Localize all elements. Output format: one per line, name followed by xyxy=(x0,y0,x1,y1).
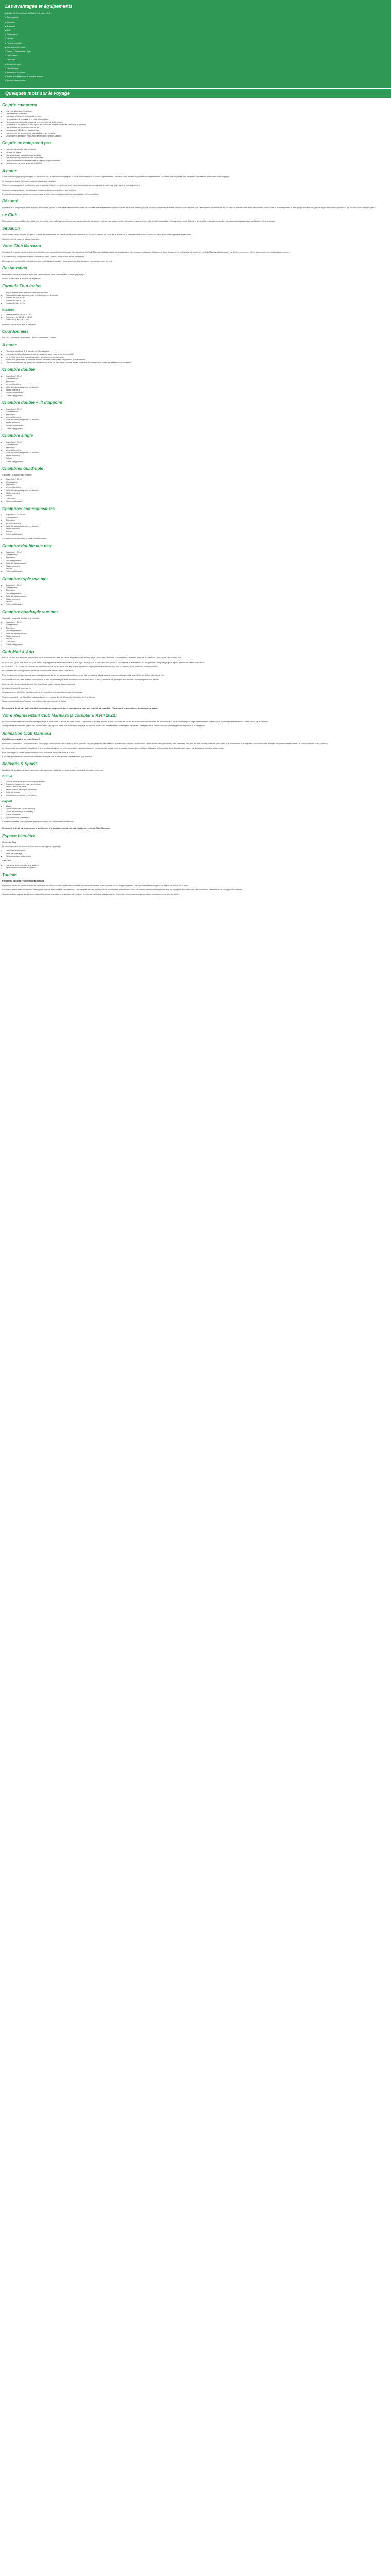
animation-paragraph: Pour prolonger la soirée, la discothèque vous accueille jusque tard dans la nuit ! xyxy=(2,751,75,754)
amenity-item: ◆ Wifi xyxy=(5,28,386,32)
list-item: • Balcon ou terrasse xyxy=(6,424,389,427)
list-item: • Les soins sont réservés aux adultes xyxy=(6,863,389,866)
list-item: • Balcon xyxy=(6,530,389,533)
list-item: • Spa, hammam, massages xyxy=(6,816,389,819)
list-item: • Sèche-cheveux xyxy=(6,454,389,457)
list-item: • Climatisation xyxy=(6,481,389,483)
list-item: • Déjeuner : de 12h30 à 14h30 xyxy=(6,316,389,318)
list-item: • Réservation conseillée sur place xyxy=(6,866,389,869)
sports-heading: Activités & Sports xyxy=(2,761,38,767)
notice-paragraph: Le bagage en soute est réglementé et à la charge du client. xyxy=(2,179,57,182)
list-item: • Sèche-cheveux xyxy=(6,635,389,637)
list-item: • Coffre-fort (payant) xyxy=(6,427,389,430)
list-item: • Mini-réfrigérateur xyxy=(6,449,389,451)
list-item: • Mini-réfrigérateur xyxy=(6,629,389,632)
list-item: • Salle de bains (baignoire ou douche) xyxy=(6,524,389,527)
list-item: • Sèche-cheveux xyxy=(6,492,389,494)
list-item: • Mini-réfrigérateur xyxy=(6,383,389,385)
list-item: • Coffre-fort (payant) xyxy=(6,460,389,463)
list-item: • Salle de bains (baignoire ou douche) xyxy=(6,451,389,454)
list-item: • Salle de fitness xyxy=(6,791,389,793)
price-includes-heading: Ce prix comprend xyxy=(2,102,38,107)
list-item: • Sports nautiques (selon saison) xyxy=(6,807,389,810)
list-item: • Balcon xyxy=(6,600,389,603)
club-marmara-heading: Votre Club Marmara xyxy=(2,244,41,249)
list-item: • Balcon ou terrasse xyxy=(6,391,389,394)
kids-club-heading: Club Mini & Ado xyxy=(2,649,34,654)
club-marmara-paragraph: Au cœur d'un grand jardin de palmiers, le club vous accueille dans un cadre très agréable. Ce Club Marmara est la parfaite destination pour des vacances réussies. Idéalement situé sur une très belle plage de sable fin. Le Club Marmara Hammamet est à 5 min du centre-ville et à proximité de nombreux commerces. xyxy=(2,251,290,254)
list-item: • Sèche-cheveux xyxy=(6,565,389,567)
list-item: • Les vols aller/retour indiqués xyxy=(6,110,389,112)
quick-title: Quelques mots sur le voyage xyxy=(5,90,70,96)
activities-program-note: Retrouvez le détail du programme d'activités et d'animations conçu par nos équipes avec votre Club Marmara. xyxy=(2,827,110,830)
hours-heading: Horaires xyxy=(2,308,15,312)
list-item: • Salle de bains (douche) xyxy=(6,632,389,635)
amenity-item: ◆ Tracteurs xyxy=(5,24,386,28)
sports-note: Certaines activités sont payantes et proposées par des prestataires extérieurs. xyxy=(2,820,74,823)
list-item: • Le service d'animation en journée et en soirée (selon saison) xyxy=(6,134,389,137)
price-excludes-list xyxy=(2,148,389,164)
room-features xyxy=(2,621,389,646)
list-item: • Quad, équitation (à proximité) xyxy=(6,810,389,813)
country-paragraph: Nos conseillers voyage sont à votre disposition pour vous aider à organiser votre séjour et répondre à toutes vos questions. Pour toute information complémentaire, contactez notre service client. xyxy=(2,892,180,895)
list-item: • Climatisation xyxy=(6,553,389,556)
list-item: • Coin salon xyxy=(6,497,389,500)
sports-free-list xyxy=(2,780,389,796)
animation-paragraph: Retrouvez l'Animation Club Marmara et son équipe francophone : tout au long de la journée, l'équipe propose des activités sportives et ludiques, des tournois, et en soirée des spectacles, des cabarets, des jeux et des soirées à thème. Pour ceux qui recherchent la tranquillité, l'ensemble des activités proposées est facultatif : à vous de choisir votre rythme ! xyxy=(2,742,328,745)
list-item: • Climatisation xyxy=(6,516,389,519)
kids-club-paragraph: Réservez au club : Le Club Mini est gratuit pour les enfants de 4 à 10 ans, le Club Ado de 11 à 17 ans. xyxy=(2,695,96,698)
contact-heading: Coordonnées xyxy=(2,329,29,334)
list-item: • Coffre-fort (payant) xyxy=(6,500,389,502)
representative-paragraph: Vous pourrez le contacter grâce aux coordonnées qui figurent dans votre carnet de voyage ou en vous adressant directement à la réception de l'hôtel. Il est présent à l'hôtel selon un planning précis disponible à la réception. xyxy=(2,724,205,727)
list-item: • Dîner : de 19h00 à 21h30 xyxy=(6,318,389,321)
list-item: • Glaces de 14h à 17h xyxy=(6,299,389,302)
amenity-item: ◆ Accès aux personnes à mobilité réduite xyxy=(5,75,386,79)
rooms-note-list xyxy=(2,350,389,364)
list-item: • Climatisation xyxy=(6,586,389,589)
notice-paragraph: « Franchise bagage par passager » : Selon vol, sur le site de la compagnie, la carte vous indiquera le poids réglementaire. Avant de vous rendre au guichet d'enregistrement, n'oubliez pas de garder des étiquettes permettant d'identifier votre bagage. xyxy=(2,175,230,178)
spa-list xyxy=(2,849,389,857)
kids-club-paragraph: Nous vous conseillons d'inscrire vos enfants dès votre arrivée à l'hôtel. xyxy=(2,700,67,703)
list-item: • Superficie : 22 m² xyxy=(6,551,389,553)
list-item: • Les taxes d'aéroport et frais de service xyxy=(6,115,389,117)
list-item: • Coffre-fort (payant) xyxy=(6,603,389,605)
list-item: • Tennis, tennis de table xyxy=(6,785,389,788)
list-item: • Sèche-cheveux xyxy=(6,388,389,391)
list-item: • Superficie : 2 x 25 m² xyxy=(6,513,389,516)
list-item: • Le carburant de manière, à la date d'inscription xyxy=(6,118,389,121)
animation-heading: Animation Club Marmara xyxy=(2,731,51,736)
list-item: • Accès aux personnes à mobilité réduite : chambres adaptées disponibles sur demande xyxy=(6,358,389,361)
location-paragraph: Situé au sud de la Tunisie, à 8 km du centre de Hammamet, le Club Marmara est à environ 60 km de l'aéroport de Tunis et à 30 min de la célèbre médina de Sousse. Au cœur d'un cadre agréable et reposant. xyxy=(2,233,192,236)
list-item: • Climatisation xyxy=(6,410,389,413)
room-features xyxy=(2,513,389,535)
room-heading: Chambre double + lit d'appoint xyxy=(2,400,63,405)
kids-club-paragraph: Un programme d'activités est disponible à la réception. Les animations sont en français. xyxy=(2,691,83,694)
list-item: • Coffre-fort (payant) xyxy=(6,643,389,646)
list-item: • Coin salon xyxy=(6,640,389,643)
spa-heading: Espace bien-être xyxy=(2,833,36,838)
kids-club-paragraph: Les jeunes au club : Les enfants de moins de 4 ans ne peuvent pas être accueillis au club. Pour les 2-3 ans, possibilité de participer aux activités accompagnés d'un parent. xyxy=(2,678,159,681)
country-subtitle: Formalités pour les ressortissants français : xyxy=(2,879,46,883)
list-item: • La formule « Tout Inclus » (en repas, les boissons locales à volonté, snacking et goûter) xyxy=(6,123,389,126)
sports-intro: Nos lieux de sports et de loisirs vous attendent pour des activités en toute liberté, à volonté, encadrées ou non. xyxy=(2,769,104,772)
kids-club-paragraph: Les horaires des clubs peuvent varier en fonction des saisons et de l'affluence. xyxy=(2,669,74,672)
room-heading: Chambre quadruple vue mer xyxy=(2,609,58,614)
kids-club-paragraph: Le Club Mini (4-10 ans) Pour les plus petits, un programme d'activités adapté à leur âge, de 9h à 12h et de 15h à 18h, sous la surveillance d'animateurs. Au programme : maquillage, jeux, sport, chasse au trésor, mini-disco... xyxy=(2,660,206,664)
list-item: • Piscine extérieure avec bassin pour enfants xyxy=(6,780,389,783)
amenities-list xyxy=(5,11,386,83)
list-item: • Soins du visage et du corps xyxy=(6,855,389,857)
list-item: • Mini-réfrigérateur xyxy=(6,592,389,595)
list-item: • Sèche-cheveux xyxy=(6,421,389,424)
list-item: • Superficie : 22 m² xyxy=(6,408,389,410)
amenity-item: ◆ Piscine xyxy=(5,37,386,41)
list-item: • Balcon xyxy=(6,494,389,497)
room-heading: Chambre triple vue mer xyxy=(2,576,48,581)
list-item: • Balcon xyxy=(6,457,389,460)
list-item: • Télévision xyxy=(6,556,389,559)
list-item: • Les prestations non mentionnées et dépenses personnelles xyxy=(6,159,389,162)
list-item: • Les frais de visa (le cas échéant) xyxy=(6,148,389,150)
notice-paragraph: Pendant les vacances scolaires, proposé par la ville, nos professionnels sont susceptibles d'être modifiés. xyxy=(2,192,99,195)
room-heading: Chambres communicantes xyxy=(2,506,55,511)
amenity-item: ◆ Restaurant xyxy=(5,32,386,37)
kids-club-paragraph: Le Club Ado (11-17 ans) En période de vacances scolaires, les ados ont leur propre espace et un programme d'activités qui leur est dédié : sport, tournois, sorties, soirées... xyxy=(2,665,160,668)
restaurant-paragraph: Snack, 2 bars dont 1 au bord de la piscine xyxy=(2,277,41,280)
list-item: • Salle de bains (douche) xyxy=(6,595,389,597)
list-item: • Coffre-fort (payant) xyxy=(6,570,389,572)
sports-paid-heading: Payant xyxy=(2,800,12,803)
amenity-item: ◆ Terrain de sport xyxy=(5,62,386,66)
list-item: • Coffre-fort (payant) xyxy=(6,533,389,535)
list-item: • Les chambres sont équipées de climatisation, salle de bain avec douche, sèche-cheveux, TV, téléphone, coffre-fort et balcon ou terrasse xyxy=(6,361,389,364)
list-item: • Sèche-cheveux xyxy=(6,598,389,600)
list-item: • Superficie : 15 m² xyxy=(6,440,389,443)
list-item: • Superficie : 22 m² xyxy=(6,375,389,377)
list-item: • Superficie : 35 m² xyxy=(6,621,389,623)
country-paragraph: Passeport valide au moins 6 mois après la date de retour, ou carte nationale d'identité en cours de validité (dans le cadre d'un voyage organisé). Pas de visa nécessaire pour un séjour de moins de 3 mois. xyxy=(2,884,189,887)
list-item: • Salle de bains (baignoire ou douche) xyxy=(6,386,389,388)
list-item: • Salle de bains (baignoire ou douche) xyxy=(6,418,389,421)
list-item: • Billard xyxy=(6,805,389,807)
list-item: • La taxe de séjour xyxy=(6,151,389,154)
room-features xyxy=(2,440,389,463)
list-item: • Salle de bains (douche) xyxy=(6,562,389,564)
list-item: • L'hébergement selon la catégorie et le nombre de nuits choisis xyxy=(6,121,389,123)
amenity-item: ◆ Animation en soirée xyxy=(5,71,386,75)
club-marmara-paragraph: Il y a beaucoup d'espaces verts et d'activités à faire : visites, excursions, sports nautiques... xyxy=(2,255,86,258)
list-item: • Beach-volley, pétanque, fléchettes xyxy=(6,788,389,791)
notice-paragraph: Selon les compagnies, il peut arriver que le vol soit retardé, en général, nous vous demandons de bien vouloir le noter sur votre carte d'embarquement. xyxy=(2,184,140,187)
kids-club-paragraph: Le club est ouvert 6 jours sur 7. xyxy=(2,687,31,690)
room-features xyxy=(2,584,389,606)
list-item: • Sèche-cheveux xyxy=(6,527,389,530)
notice-heading: A noter xyxy=(2,168,17,173)
room-note: 2 chambres doubles avec 1 porte communicante xyxy=(2,537,47,540)
list-item: • Mini-réfrigérateur xyxy=(6,559,389,562)
amenity-item: ◆ Tour-Anneté xyxy=(5,15,386,20)
kids-club-paragraph: Note du club : Les enfants doivent être inscrits sur place auprès des animateurs. xyxy=(2,682,76,685)
amenity-item: ◆ Bar au bord de l'eau xyxy=(5,45,386,49)
amenities-banner xyxy=(0,0,391,88)
animation-subtitle: Club Marmara, du fun en toute liberté ! xyxy=(2,738,40,741)
list-item: • L'assistance 24/24 d'un représentant xyxy=(6,129,389,131)
main-content xyxy=(0,98,391,895)
list-item: • Télévision xyxy=(6,519,389,521)
amenity-item: ◆ Cabanon xyxy=(5,20,386,24)
list-item: • Superficie : 28 m² xyxy=(6,584,389,586)
list-item: • Coffre-fort (payant) xyxy=(6,394,389,397)
amenity-item: ◆ Accueil francophone xyxy=(5,79,386,83)
room-heading: Chambre single xyxy=(2,433,34,438)
room-features xyxy=(2,551,389,573)
list-item: • Les dépenses personnelles et pourboires xyxy=(6,156,389,159)
spa-intro: Centre de Spa xyxy=(2,840,16,843)
drinks-note: Boissons incluses de 10h à 23h (bar). xyxy=(2,323,37,326)
all-inclusive-list xyxy=(2,291,389,305)
room-capacity: Capacité : jusqu'à 2 adultes et 2 enfants. xyxy=(2,616,40,619)
list-item: • Hammam traditionnel xyxy=(6,849,389,852)
spa-note-list xyxy=(2,863,389,869)
list-item: • Golf à proximité xyxy=(6,813,389,816)
representative-paragraph: Le Représentant est votre interlocuteur privilégié durant toute la durée de votre séjour. Disponible et à votre écoute, il vous présente au cours d'une réunion d'information les excursions et vous conseille pour organiser au mieux votre séjour. Il pourra également vous aider en cas de problème. xyxy=(2,720,268,723)
animation-paragraph: Il y a des spectacles et animations différents chaque soir, et une soirée Club Marmara par semaine. xyxy=(2,755,93,758)
summary-heading: Résumé xyxy=(2,199,19,204)
list-item: • Superficie : 35 m² xyxy=(6,478,389,480)
amenity-item: ◆ Snack – Patisseries – Spa xyxy=(5,49,386,54)
country-heading: Tunisie xyxy=(2,872,17,877)
location-paragraph: Navette pour la plage, le village (payant). xyxy=(2,237,40,240)
list-item: • Mini-réfrigérateur xyxy=(6,486,389,488)
list-item: • Télévision xyxy=(6,483,389,486)
list-item: • Climatisation xyxy=(6,377,389,380)
list-item: • Aquagym, stretching, step, gym douce xyxy=(6,783,389,785)
list-item: • Les transferts collectifs xyxy=(6,112,389,115)
animation-paragraph: Le programme des activités est affiché à la réception et auprès du point animation. Les animations et spectacles en soirée sont proposés chaque jour, de l'apéritif jusqu'à la fermeture de la discothèque, dans une ambiance familiale et conviviale. xyxy=(2,747,225,750)
quick-banner xyxy=(0,89,391,98)
kids-activities-note: Retrouvez le détail des activités et des animations proposées par les animateurs pour vos enfants et vos ados ! Pour plus d'informations, demandez sur place. xyxy=(2,706,158,709)
amenity-item: ◆ Discothèque xyxy=(5,66,386,71)
room-heading: Chambre double xyxy=(2,367,35,372)
list-item: • Les activités de groupe pour les adultes et les enfants xyxy=(6,132,389,134)
representative-heading: Votre Représentant Club Marmara (à compter d'Avril 2021) xyxy=(2,713,117,718)
list-item: • Animation en journée et en soirée xyxy=(6,794,389,796)
kids-club-paragraph: Pour les enfants, un programme spécial est proposé durant les vacances scolaires, avec des spectacles et animations organisés chaque soir avant le dîner : jeux, mini-disco, etc. xyxy=(2,673,165,676)
amenities-title: Les avantages et équipements xyxy=(5,4,73,9)
list-item: • Balcon xyxy=(6,637,389,640)
amenity-item: ◆ Accès Wi-Fi au départ de l'hôtel (1 à partir d'ici) xyxy=(5,11,386,15)
rooms-note-heading: A noter xyxy=(2,343,17,348)
sports-paid-list xyxy=(2,805,389,819)
location-heading: Situation xyxy=(2,226,20,231)
room-capacity: Capacité : 2 adultes et 2 enfants. xyxy=(2,473,32,476)
room-features xyxy=(2,375,389,397)
list-item: • Climatisation xyxy=(6,443,389,446)
list-item: • Télévision xyxy=(6,380,389,383)
sports-free-heading: Gratuit xyxy=(2,775,12,778)
spa-note-title: A NOTER xyxy=(2,859,11,862)
list-item: • Repas buffets petit-déjeuner, déjeuner et dîner xyxy=(6,291,389,294)
list-item: • Salle de massage xyxy=(6,852,389,855)
club-paragraph: Nos voisins, d'une surface de 14 ha sont un lieu de repos et d'agrément avec des espaces verts, plusieurs piscines, une plage privée, de nombreuses activités sportives et culturelles... Vous pourrez vous détendre au bord de la piscine ou profiter des animations proposées par l'équipe Club Marmara. xyxy=(2,219,276,223)
list-item: • Mini-réfrigérateur xyxy=(6,522,389,524)
hours-list xyxy=(2,313,389,321)
list-item: • Snacks de 10h à 18h xyxy=(6,296,389,299)
summary-paragraph: Au cœur d'un magnifique jardin tropical à quelques pas de la mer et à 5 km du centre-ville, le Club Marmara Hammamet vous accueille dans son cadre idyllique pour des vacances réussies. Laissez-vous séduire par l'atmosphère chaleureuse de ce club où détente rime avec découverte, convivialité et bonne humeur. Entre plage de sable fin, piscine lagon et activités sportives, il y en aura pour tous les goûts ! xyxy=(2,206,376,209)
kids-club-paragraph: De 4 à 17 ans, nos équipes d'animation vous accueilleront dans les clubs, répartis en 3 tranches d'âge, pour des vacances bien remplies : activités ludiques et créatives, jeux, sport, spectacles, etc. xyxy=(2,656,182,659)
list-item: • Les assurances facultatives proposées xyxy=(6,154,389,156)
club-marmara-paragraph: Hébergement confortable, animations variées et repas de qualité : vous passerez des vacances reposantes dans ce club. xyxy=(2,259,113,262)
list-item: • Mini-réfrigérateur xyxy=(6,416,389,418)
amenity-item: ◆ Club enfant xyxy=(5,54,386,58)
list-item: • Télévision xyxy=(6,589,389,591)
list-item: • Les chambres familiales sont sur demande et sous réserve de disponibilité xyxy=(6,353,389,355)
contact-address: BP 101 – Yasmine Hammamet – 8050 Hammamet, Tunisie xyxy=(2,336,56,340)
notice-paragraph: Aucune correspondance : les bagages sont contrôlés aux départs et aux arrivées. xyxy=(2,188,77,191)
amenity-item: ◆ Piscine chauffée xyxy=(5,41,386,45)
list-item: • Goûter de 16h à 17h xyxy=(6,302,389,304)
amenity-item: ◆ Club ado xyxy=(5,58,386,62)
room-heading: Chambres quadruple xyxy=(2,466,44,471)
list-item: • Salle de bains (baignoire ou douche) xyxy=(6,489,389,492)
club-heading: Le Club xyxy=(2,212,18,217)
country-paragraph: Les autres nationalités doivent se renseigner auprès des autorités compétentes. Les mineurs doivent être munis de documents d'identité en cours de validité. Il est de la responsabilité du voyageur de vérifier que les documents d'identité et de voyage sont valables. xyxy=(2,888,243,891)
price-excludes-heading: Ce prix ne comprend pas xyxy=(2,141,52,146)
spa-items-title: Le club dispose d'un centre de Spa comprenant (accès payant) : xyxy=(2,844,61,848)
room-features xyxy=(2,408,389,430)
list-item: • Télévision xyxy=(6,413,389,416)
price-includes-list xyxy=(2,110,389,138)
all-inclusive-heading: Formule Tout Inclus xyxy=(2,283,42,289)
room-heading: Chambre double vue mer xyxy=(2,543,52,548)
list-item: • Petit-déjeuner : de 7h à 10h xyxy=(6,313,389,316)
list-item: • Chambre standard, 1 lit double ou 2 lits simples xyxy=(6,350,389,352)
list-item: • Les activités de l'hôtel et l'accueil de xyxy=(6,126,389,129)
room-features xyxy=(2,478,389,503)
restaurant-paragraph: Restaurant principal intérieur avec vue panoramique sous « conservé à la carte (payant) » xyxy=(2,273,85,276)
restaurant-heading: Restauration xyxy=(2,266,27,271)
list-item: • Climatisation xyxy=(6,623,389,626)
list-item: • Le pourboire de votre guide et chauffeur xyxy=(6,162,389,164)
list-item: • Balcon xyxy=(6,567,389,570)
list-item: • Boissons locales alcoolisées et non alcoolisées à volonté xyxy=(6,294,389,296)
list-item: • Un lit bébé peut être mis à disposition gratuitement sur demande xyxy=(6,355,389,358)
list-item: • Télévision xyxy=(6,446,389,449)
list-item: • Télévision xyxy=(6,626,389,629)
